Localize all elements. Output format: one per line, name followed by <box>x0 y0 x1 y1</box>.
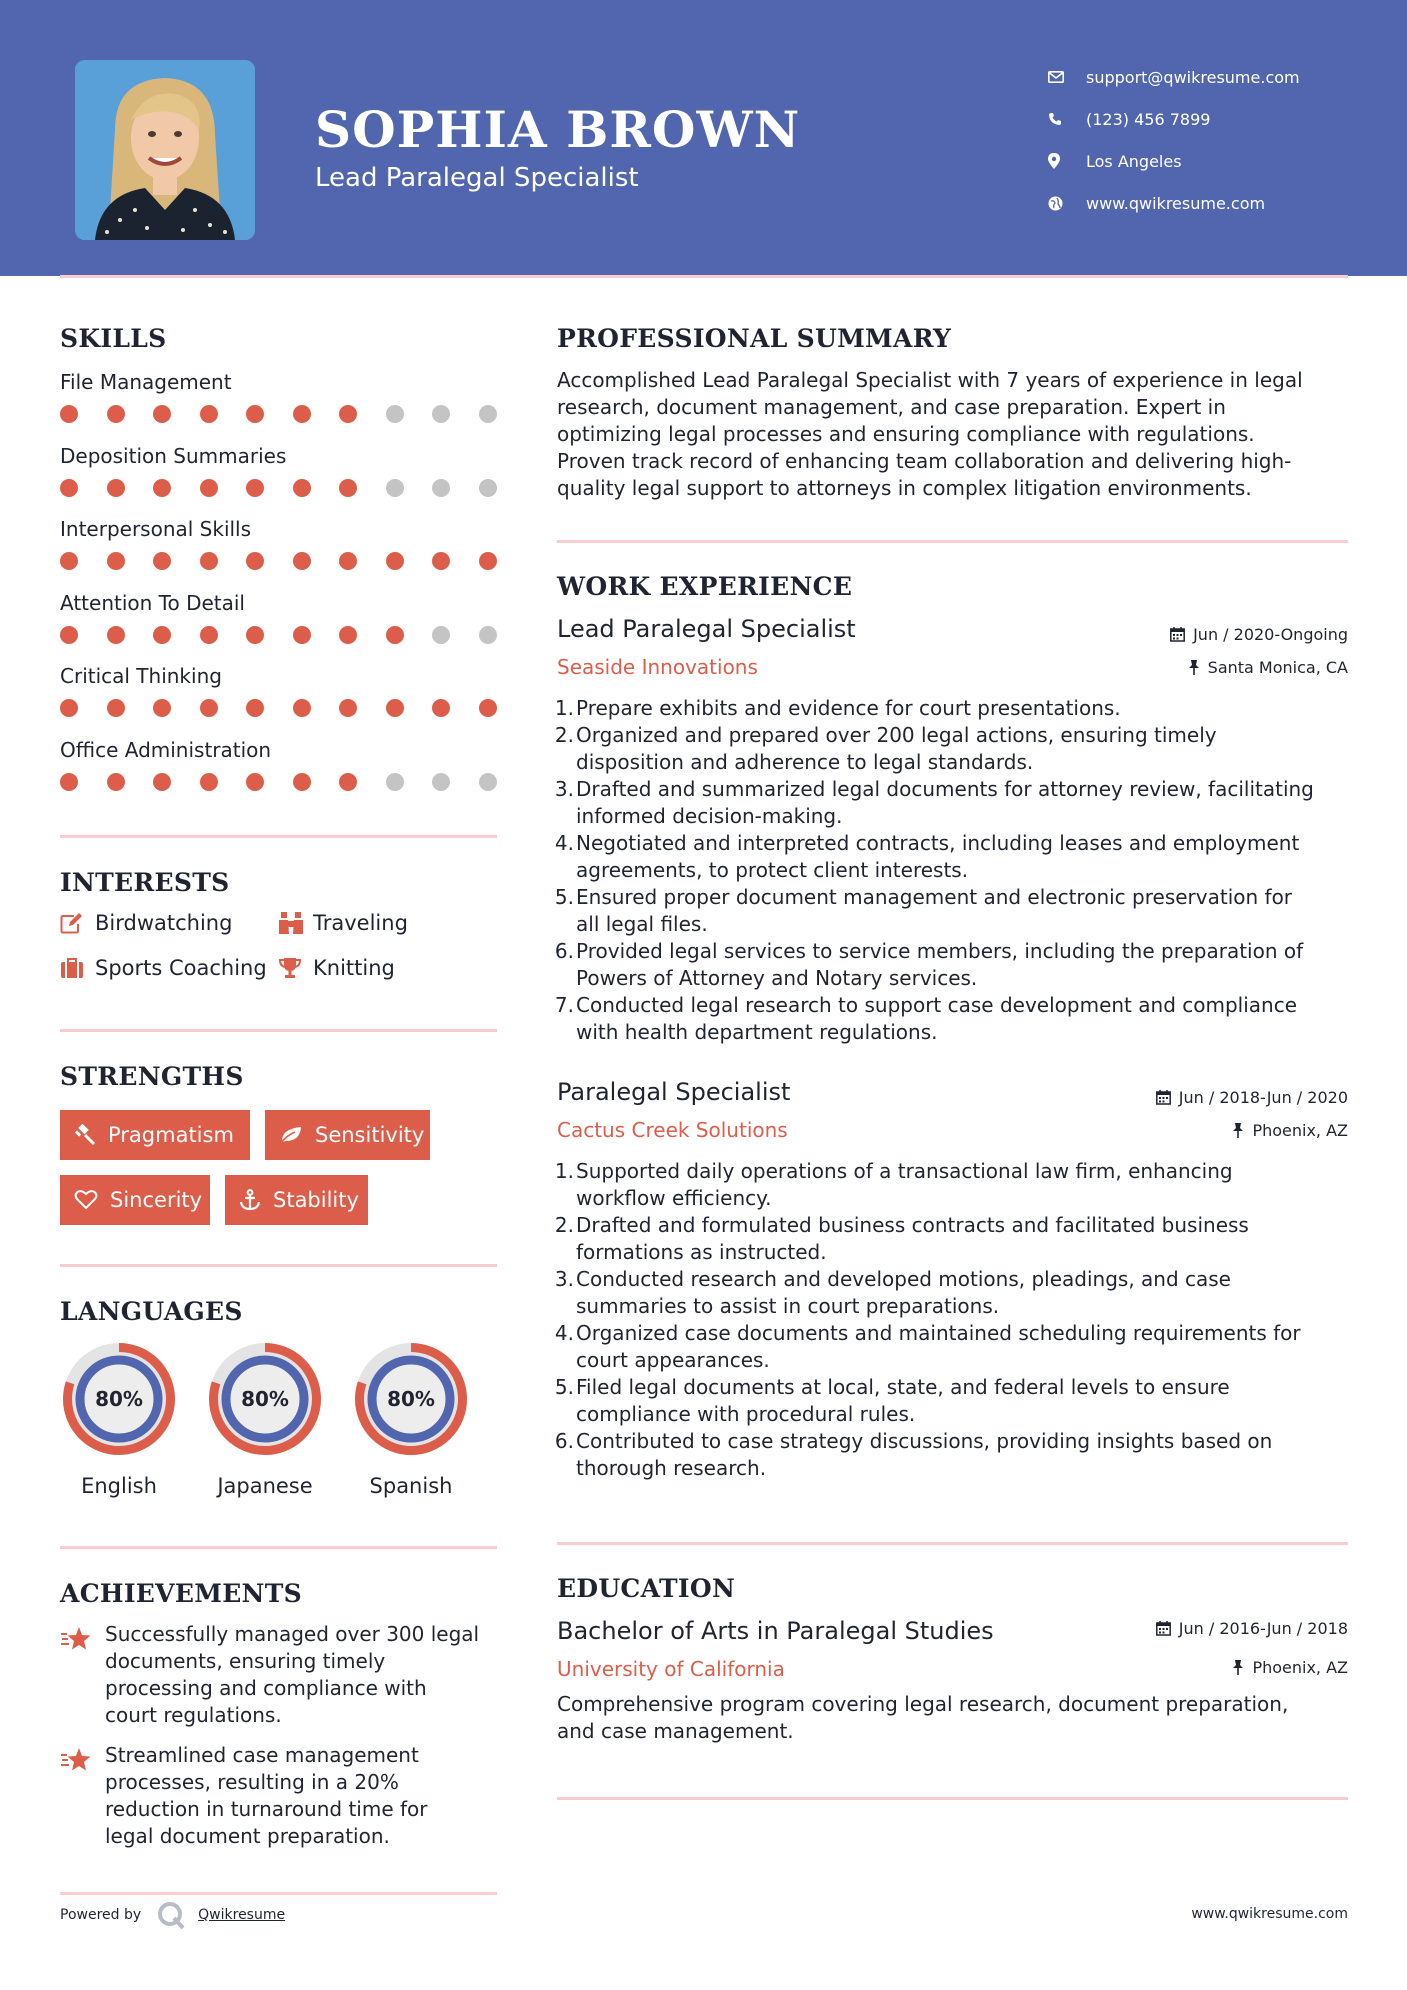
contact-location-text: Los Angeles <box>1086 151 1182 171</box>
rating-dot-filled <box>479 699 497 717</box>
list-number: 5. <box>554 885 574 909</box>
rating-dot-filled <box>60 626 78 644</box>
interest-knitting <box>278 956 395 980</box>
language-label: Spanish <box>369 1474 453 1498</box>
rating-dot-filled <box>153 626 171 644</box>
education-divider <box>557 1797 1348 1800</box>
interests-divider <box>60 1029 497 1032</box>
candidate-title: Lead Paralegal Specialist <box>315 163 639 193</box>
footer-website[interactable]: www.qwikresume.com <box>1191 1906 1348 1922</box>
rating-dot-empty <box>479 773 497 791</box>
rating-dot-empty <box>386 405 404 423</box>
rating-dot-filled <box>246 479 264 497</box>
language-label: Japanese <box>217 1474 313 1498</box>
rating-dot-filled <box>200 773 218 791</box>
trophy-icon <box>278 956 313 980</box>
summary-text <box>557 367 1357 502</box>
contact-website-text: www.qwikresume.com <box>1086 193 1266 213</box>
rating-dot-filled <box>107 405 125 423</box>
list-number: 5. <box>554 1375 574 1399</box>
education-dates <box>1156 1619 1348 1638</box>
work-divider <box>557 1542 1348 1545</box>
heart-icon <box>74 1190 98 1210</box>
rating-dot-filled <box>339 773 357 791</box>
job-company: Cactus Creek Solutions <box>557 1118 788 1142</box>
skill-label: Office Administration <box>60 737 272 762</box>
contact-location <box>1048 140 1378 182</box>
summary-heading: PROFESSIONAL SUMMARY <box>557 324 952 353</box>
language-ring <box>204 1338 326 1460</box>
achievement-text <box>105 1621 505 1729</box>
rating-dot-filled <box>246 405 264 423</box>
rating-dot-filled <box>60 699 78 717</box>
language-label: English <box>81 1474 157 1498</box>
responsibility-line: Powers of Attorney and Notary services. <box>576 966 978 990</box>
rating-dot-filled <box>153 773 171 791</box>
rating-dot-empty <box>432 773 450 791</box>
list-number: 6. <box>554 939 574 963</box>
rating-dot-filled <box>200 626 218 644</box>
achievement-line: Streamlined case management <box>105 1743 419 1767</box>
job-dates <box>1156 1088 1348 1107</box>
interests-heading: INTERESTS <box>60 868 230 897</box>
rating-dot-filled <box>153 405 171 423</box>
skill-label: Deposition Summaries <box>60 443 287 468</box>
responsibility-line: Supported daily operations of a transactional law firm, enhancing <box>576 1159 1233 1183</box>
strength-badge-pragmatism <box>60 1110 250 1160</box>
calendar-icon <box>1156 1621 1171 1636</box>
rating-dot-filled <box>339 626 357 644</box>
rating-dot-filled <box>153 552 171 570</box>
rating-dot-filled <box>293 626 311 644</box>
job-title: Paralegal Specialist <box>557 1078 791 1106</box>
strength-badge-stability <box>225 1175 368 1225</box>
rating-dot-filled <box>60 552 78 570</box>
list-number: 1. <box>554 1159 574 1183</box>
rating-dot-filled <box>432 552 450 570</box>
qwikresume-logo-icon <box>156 1900 186 1930</box>
rating-dot-filled <box>293 405 311 423</box>
interest-label: Birdwatching <box>95 911 233 935</box>
rating-dot-filled <box>153 699 171 717</box>
rating-dot-filled <box>246 699 264 717</box>
degree-title: Bachelor of Arts in Paralegal Studies <box>557 1617 994 1645</box>
pencil-square-icon <box>60 912 95 934</box>
rating-dot-filled <box>293 552 311 570</box>
summary-line: quality legal support to attorneys in complex litigation environments. <box>557 476 1252 500</box>
interest-label: Sports Coaching <box>95 956 267 980</box>
list-number: 2. <box>554 723 574 747</box>
rating-dot-empty <box>386 773 404 791</box>
rating-dot-empty <box>386 479 404 497</box>
summary-line: optimizing legal processes and ensuring compliance with regulations. <box>557 422 1255 446</box>
rating-dot-empty <box>432 479 450 497</box>
interest-traveling <box>278 911 408 935</box>
responsibility-line: Negotiated and interpreted contracts, including leases and employment <box>576 831 1300 855</box>
rating-dot-filled <box>339 552 357 570</box>
list-number: 4. <box>554 831 574 855</box>
rating-dot-filled <box>107 626 125 644</box>
rating-dot-filled <box>153 479 171 497</box>
footer-powered-by <box>60 1900 285 1930</box>
education-location <box>1232 1658 1348 1677</box>
rating-dot-filled <box>339 405 357 423</box>
responsibility-item <box>554 1374 1347 1428</box>
rating-dot-filled <box>107 773 125 791</box>
rating-dot-filled <box>339 479 357 497</box>
calendar-icon <box>1170 627 1185 642</box>
skill-rating <box>60 626 500 646</box>
language-ring <box>350 1338 472 1460</box>
summary-divider <box>557 540 1348 543</box>
responsibility-line: Contributed to case strategy discussions, providing insights based on <box>576 1429 1273 1453</box>
strength-badge-sensitivity <box>265 1110 430 1160</box>
education-line: Comprehensive program covering legal research, document preparation, <box>557 1692 1289 1716</box>
rating-dot-filled <box>293 479 311 497</box>
language-percent: 80% <box>241 1387 289 1411</box>
envelope-icon <box>1048 71 1086 83</box>
language-percent: 80% <box>387 1387 435 1411</box>
strengths-divider <box>60 1264 497 1267</box>
pushpin-icon <box>1188 660 1200 675</box>
skill-label: Critical Thinking <box>60 664 222 688</box>
summary-line: Accomplished Lead Paralegal Specialist with 7 years of experience in legal <box>557 368 1303 392</box>
responsibility-item <box>554 1428 1347 1482</box>
job-dates-text: Jun / 2020-Ongoing <box>1193 625 1348 644</box>
skill-rating <box>60 405 500 425</box>
contact-phone-text: (123) 456 7899 <box>1086 109 1211 129</box>
list-number: 2. <box>554 1213 574 1237</box>
star-badge-icon <box>60 1625 92 1653</box>
rating-dot-filled <box>386 552 404 570</box>
briefcase-icon <box>60 957 95 979</box>
contact-phone[interactable] <box>1048 98 1378 140</box>
rating-dot-filled <box>293 773 311 791</box>
powered-by-text: Powered by <box>60 1907 142 1923</box>
globe-icon <box>1048 196 1086 211</box>
job-company: Seaside Innovations <box>557 655 758 679</box>
responsibility-item <box>554 1212 1347 1266</box>
contact-email-text: support@qwikresume.com <box>1086 67 1300 87</box>
achievement-line: processing and compliance with <box>105 1676 427 1700</box>
brand-link[interactable]: Qwikresume <box>198 1907 286 1923</box>
rating-dot-filled <box>200 479 218 497</box>
star-badge-icon <box>60 1746 92 1774</box>
list-number: 3. <box>554 777 574 801</box>
rating-dot-empty <box>479 479 497 497</box>
contact-list <box>1048 56 1378 224</box>
strength-badge-sincerity <box>60 1175 210 1225</box>
interest-label: Knitting <box>313 956 395 980</box>
achievements-heading: ACHIEVEMENTS <box>60 1579 302 1608</box>
phone-icon <box>1048 112 1086 126</box>
education-dates-text: Jun / 2016-Jun / 2018 <box>1178 1619 1348 1638</box>
skill-rating <box>60 552 500 572</box>
responsibility-item <box>554 1158 1347 1212</box>
responsibility-line: Conducted legal research to support case development and compliance <box>576 993 1297 1017</box>
strength-label: Sensitivity <box>315 1123 425 1147</box>
achievement-text <box>105 1742 505 1850</box>
rating-dot-empty <box>479 405 497 423</box>
rating-dot-filled <box>107 699 125 717</box>
strength-label: Stability <box>273 1188 359 1212</box>
rating-dot-filled <box>200 552 218 570</box>
location-pin-icon <box>1048 153 1086 169</box>
portrait-image <box>75 60 255 240</box>
responsibility-line: Ensured proper document management and electronic preservation for <box>576 885 1293 909</box>
skill-label: Attention To Detail <box>60 590 245 615</box>
rating-dot-filled <box>479 552 497 570</box>
responsibility-line: all legal files. <box>576 912 708 936</box>
rating-dot-filled <box>107 552 125 570</box>
responsibility-item <box>554 1266 1347 1320</box>
responsibility-line: court appearances. <box>576 1348 770 1372</box>
school-name: University of California <box>557 1657 785 1681</box>
rating-dot-filled <box>60 405 78 423</box>
responsibility-line: Filed legal documents at local, state, and federal levels to ensure <box>576 1375 1230 1399</box>
pushpin-icon <box>1232 1660 1244 1675</box>
skills-heading: SKILLS <box>60 324 167 353</box>
responsibility-line: thorough research. <box>576 1456 767 1480</box>
rating-dot-filled <box>200 699 218 717</box>
resume-header <box>0 0 1407 276</box>
responsibility-line: Provided legal services to service members, including the preparation of <box>576 939 1304 963</box>
achievement-line: processes, resulting in a 20% <box>105 1770 399 1794</box>
responsibility-line: summaries to assist in court preparations. <box>576 1294 1000 1318</box>
binoculars-icon <box>278 911 313 935</box>
rating-dot-filled <box>432 699 450 717</box>
responsibility-item <box>554 1320 1347 1374</box>
job-location-text: Phoenix, AZ <box>1252 1121 1348 1140</box>
languages-divider <box>60 1546 497 1549</box>
skill-rating <box>60 479 500 499</box>
summary-line: Proven track record of enhancing team collaboration and delivering high- <box>557 449 1292 473</box>
skill-label: File Management <box>60 370 232 394</box>
responsibility-item <box>554 938 1347 992</box>
anchor-icon <box>239 1189 261 1211</box>
skill-rating <box>60 773 500 793</box>
rating-dot-filled <box>107 479 125 497</box>
calendar-icon <box>1156 1090 1171 1105</box>
strength-label: Sincerity <box>110 1188 203 1212</box>
gavel-icon <box>74 1124 96 1146</box>
achievement-line: documents, ensuring timely <box>105 1649 386 1673</box>
list-number: 3. <box>554 1267 574 1291</box>
strengths-heading: STRENGTHS <box>60 1062 244 1091</box>
responsibility-line: Drafted and formulated business contracts and facilitated business <box>576 1213 1249 1237</box>
interest-sports-coaching <box>60 956 267 980</box>
language-ring <box>58 1338 180 1460</box>
responsibility-item <box>554 992 1347 1046</box>
responsibility-line: compliance with procedural rules. <box>576 1402 916 1426</box>
rating-dot-filled <box>339 699 357 717</box>
education-line: and case management. <box>557 1719 794 1743</box>
responsibility-line: informed decision-making. <box>576 804 843 828</box>
responsibility-line: agreements, to protect client interests. <box>576 858 969 882</box>
responsibility-item <box>554 884 1347 938</box>
responsibility-line: workflow efficiency. <box>576 1186 772 1210</box>
job-title: Lead Paralegal Specialist <box>557 615 856 643</box>
work-heading: WORK EXPERIENCE <box>557 572 853 601</box>
education-description <box>557 1691 1357 1745</box>
header-divider <box>60 275 1348 278</box>
achievement-line: Successfully managed over 300 legal <box>105 1622 480 1646</box>
rating-dot-filled <box>246 773 264 791</box>
responsibility-item <box>554 695 1347 722</box>
responsibility-line: with health department regulations. <box>576 1020 938 1044</box>
skill-rating <box>60 699 500 719</box>
job-location <box>1188 658 1348 677</box>
achievement-line: reduction in turnaround time for <box>105 1797 428 1821</box>
strength-label: Pragmatism <box>108 1123 234 1147</box>
responsibility-line: Drafted and summarized legal documents for attorney review, facilitating <box>576 777 1314 801</box>
achievement-line: court regulations. <box>105 1703 282 1727</box>
responsibility-line: formations as instructed. <box>576 1240 827 1264</box>
rating-dot-filled <box>246 552 264 570</box>
job-responsibilities <box>554 1158 1347 1482</box>
responsibility-line: Conducted research and developed motions, pleadings, and case <box>576 1267 1231 1291</box>
responsibility-line: Prepare exhibits and evidence for court presentations. <box>576 696 1121 720</box>
list-number: 4. <box>554 1321 574 1345</box>
job-location <box>1232 1121 1348 1140</box>
rating-dot-filled <box>60 479 78 497</box>
rating-dot-empty <box>432 405 450 423</box>
profile-photo <box>75 60 255 240</box>
rating-dot-filled <box>386 626 404 644</box>
job-location-text: Santa Monica, CA <box>1207 658 1348 677</box>
responsibility-line: disposition and adherence to legal standards. <box>576 750 1034 774</box>
list-number: 6. <box>554 1429 574 1453</box>
education-heading: EDUCATION <box>557 1574 736 1603</box>
languages-heading: LANGUAGES <box>60 1297 243 1326</box>
pushpin-icon <box>1232 1123 1244 1138</box>
responsibility-item <box>554 776 1347 830</box>
job-dates-text: Jun / 2018-Jun / 2020 <box>1178 1088 1348 1107</box>
interest-birdwatching <box>60 911 232 935</box>
achievements-divider <box>60 1892 497 1895</box>
contact-website[interactable] <box>1048 182 1378 224</box>
leaf-icon <box>279 1125 303 1145</box>
responsibility-line: Organized and prepared over 200 legal actions, ensuring timely <box>576 723 1217 747</box>
rating-dot-filled <box>386 699 404 717</box>
rating-dot-filled <box>200 405 218 423</box>
list-number: 7. <box>554 993 574 1017</box>
responsibility-line: Organized case documents and maintained scheduling requirements for <box>576 1321 1301 1345</box>
skill-label: Interpersonal Skills <box>60 517 252 541</box>
rating-dot-filled <box>60 773 78 791</box>
responsibility-item <box>554 830 1347 884</box>
responsibility-item <box>554 722 1347 776</box>
rating-dot-empty <box>479 626 497 644</box>
rating-dot-filled <box>293 699 311 717</box>
contact-email[interactable] <box>1048 56 1378 98</box>
education-location-text: Phoenix, AZ <box>1252 1658 1348 1677</box>
rating-dot-filled <box>246 626 264 644</box>
achievement-line: legal document preparation. <box>105 1824 390 1848</box>
list-number: 1. <box>554 696 574 720</box>
rating-dot-empty <box>432 626 450 644</box>
summary-line: research, document management, and case preparation. Expert in <box>557 395 1226 419</box>
skills-divider <box>60 835 497 838</box>
job-dates <box>1170 625 1348 644</box>
job-responsibilities <box>554 695 1347 1046</box>
language-percent: 80% <box>95 1387 143 1411</box>
candidate-name: SOPHIA BROWN <box>315 100 801 159</box>
interest-label: Traveling <box>313 911 408 935</box>
